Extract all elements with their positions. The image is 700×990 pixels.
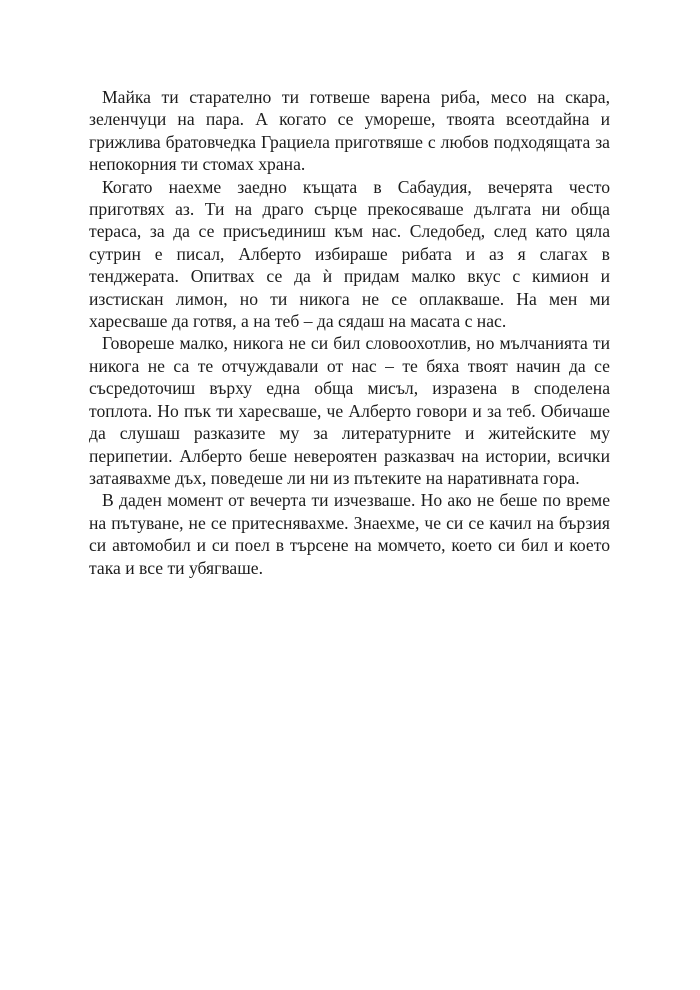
text-line: съсредоточиш върху една обща мисъл, изразена в споделена — [89, 378, 610, 399]
text-line: Говореше малко, никога не си бил словоохотлив, но мълчанията ти — [102, 333, 610, 354]
text-line: зеленчуци на пара. А когато се умореше, твоята всеотдайна и — [89, 109, 610, 130]
text-line: грижлива братовчедка Грациела приготвяше с любов подходящата за — [89, 131, 610, 152]
text-line: харесваше да готвя, а на теб – да сядаш на масата с нас. — [89, 311, 507, 332]
text-line: Майка ти старателно ти готвеше варена риба, месо на скара, — [102, 87, 610, 107]
text-line: на пътуване, не се притеснявахме. Знаехме, че си се качил на бързия — [89, 512, 610, 533]
text-line: никога не са те отчуждавали от нас – те бяха твоят начин да се — [89, 355, 610, 376]
body-text — [89, 86, 610, 579]
text-line: непокорния ти стомах храна. — [89, 154, 306, 175]
paragraph-4 — [89, 489, 610, 579]
text-line: така и все ти убягваше. — [89, 557, 263, 578]
text-line: тенджерата. Опитвах се да ѝ придам малко вкус с кимион и — [89, 266, 610, 287]
text-line: да слушаш разказите му за литературните и житейските му — [89, 423, 610, 444]
text-line: приготвях аз. Ти на драго сърце прекосяваше дългата ни обща — [89, 199, 610, 220]
text-line: В даден момент от вечерта ти изчезваше. Но ако не беше по време — [102, 490, 610, 511]
text-line: сутрин е писал, Алберто избираше рибата и аз я слагах в — [89, 243, 610, 264]
paragraph-2 — [89, 176, 610, 333]
text-line: затаявахме дъх, поведеше ли ни из пътеките на наративната гора. — [89, 467, 580, 488]
text-line: тераса, за да се присъединиш към нас. Следобед, след като цяла — [89, 221, 610, 242]
text-line: топлота. Но пък ти харесваше, че Алберто говори и за теб. Обичаше — [89, 400, 610, 421]
text-line: изстискан лимон, но ти никога не се оплакваше. На мен ми — [89, 288, 610, 309]
paragraph-3 — [89, 332, 610, 489]
text-line: перипетии. Алберто беше невероятен разказвач на истории, всички — [89, 445, 610, 466]
text-line: Когато наехме заедно къщата в Сабаудия, вечерята често — [102, 176, 610, 197]
text-line: си автомобил и си поел в търсене на момчето, което си бил и което — [89, 535, 610, 556]
paragraph-1 — [89, 86, 610, 176]
